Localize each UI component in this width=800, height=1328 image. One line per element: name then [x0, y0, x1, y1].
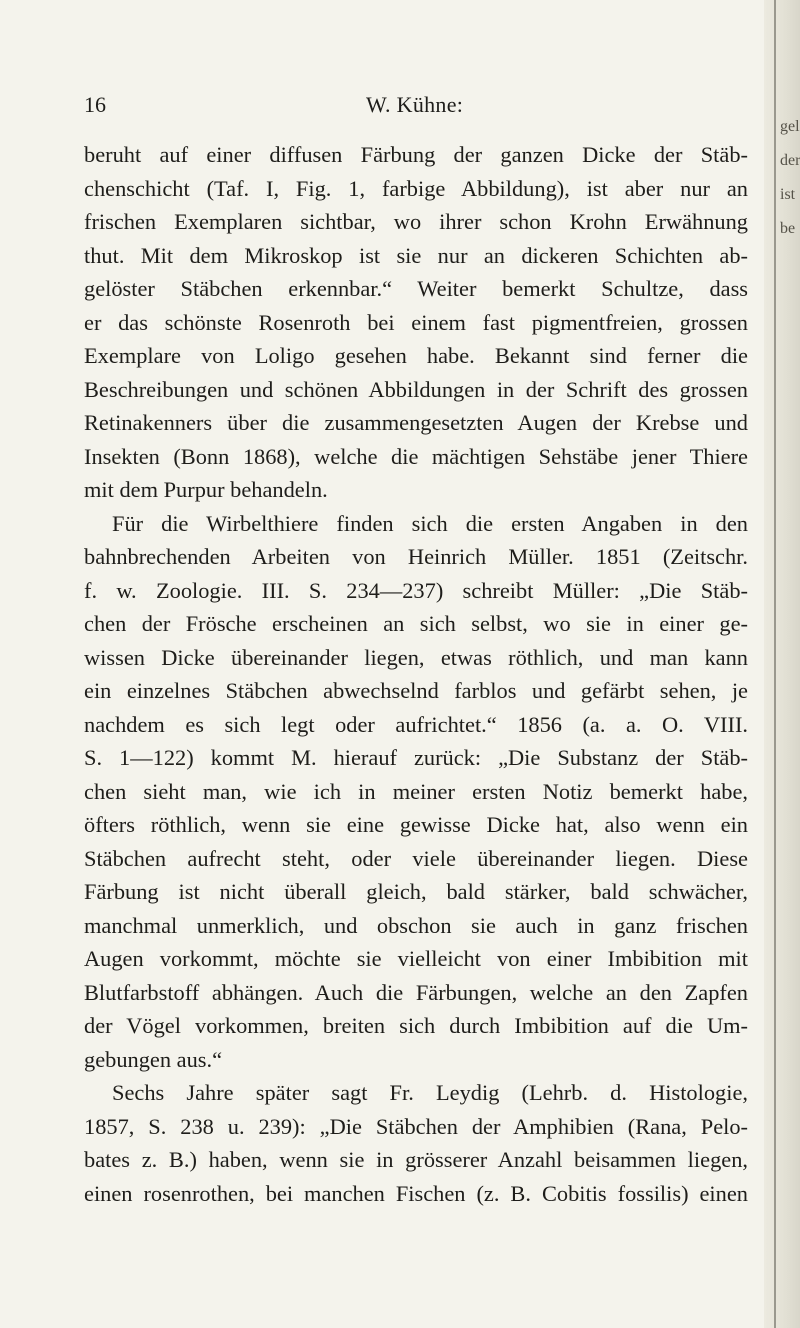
text-line: nachdem es sich legt oder aufrichtet.“ 1856 (a. a. O. VIII. — [84, 711, 748, 737]
adjacent-page-fragments — [780, 110, 800, 246]
text-line: bahnbrechenden Arbeiten von Heinrich Müller. 1851 (Zeitschr. — [84, 544, 748, 569]
running-head: W. Kühne: — [366, 92, 464, 117]
page-header — [0, 92, 800, 122]
text-line: Blutfarbstoff abhängen. Auch die Färbungen, welche an den Zapfen — [84, 979, 748, 1005]
text-line: S. 1—122) kommt M. hierauf zurück: „Die Substanz der Stäb- — [84, 745, 748, 770]
page-gutter-line — [774, 0, 776, 1328]
margin-fragment: be — [780, 220, 796, 237]
text-line: manchmal unmerklich, und obschon sie auch in ganz frischen — [84, 912, 748, 938]
text-line: Retinakenners über die zusammengesetzten Augen der Krebse und — [84, 410, 748, 435]
margin-fragment: ist — [780, 186, 796, 203]
text-line: bates z. B.) haben, wenn sie in grösserer Anzahl beisammen liegen, — [84, 1147, 748, 1172]
text-line: Exemplare von Loligo gesehen habe. Bekannt sind ferner die — [84, 343, 748, 368]
text-line: f. w. Zoologie. III. S. 234—237) schreibt Müller: „Die Stäb- — [84, 577, 748, 603]
text-line: Färbung ist nicht überall gleich, bald stärker, bald schwächer, — [84, 879, 748, 904]
margin-fragment: der — [780, 152, 800, 169]
text-line: Insekten (Bonn 1868), welche die mächtigen Sehstäbe jener Thiere — [84, 443, 748, 469]
text-line: wissen Dicke übereinander liegen, etwas röthlich, und man kann — [84, 644, 748, 670]
text-line: ein einzelnes Stäbchen abwechselnd farblos und gefärbt sehen, je — [84, 678, 748, 703]
text-line: chenschicht (Taf. I, Fig. 1, farbige Abbildung), ist aber nur an — [84, 175, 748, 201]
margin-fragment: gel — [780, 118, 800, 135]
page-number: 16 — [84, 92, 106, 117]
text-line: beruht auf einer diffusen Färbung der ganzen Dicke der Stäb- — [84, 142, 748, 167]
text-line: einen rosenrothen, bei manchen Fischen (z. B. Cobitis fossilis) einen — [84, 1180, 748, 1206]
text-line: Für die Wirbelthiere finden sich die ersten Angaben in den — [112, 510, 748, 536]
body-text — [84, 138, 748, 1210]
text-line: 1857, S. 238 u. 239): „Die Stäbchen der Amphibien (Rana, Pelo- — [84, 1113, 748, 1139]
text-line: Augen vorkommt, möchte sie vielleicht von einer Imbibition mit — [84, 946, 748, 971]
text-line: gebungen aus.“ — [84, 1046, 223, 1072]
text-line: Beschreibungen und schönen Abbildungen in der Schrift des grossen — [84, 376, 748, 402]
text-line: mit dem Purpur behandeln. — [84, 477, 328, 502]
text-line: Sechs Jahre später sagt Fr. Leydig (Lehrb. d. Histologie, — [112, 1080, 748, 1105]
text-line: der Vögel vorkommen, breiten sich durch Imbibition auf die Um- — [84, 1013, 748, 1038]
text-line: chen der Frösche erscheinen an sich selbst, wo sie in einer ge- — [84, 611, 748, 636]
text-line: öfters röthlich, wenn sie eine gewisse Dicke hat, also wenn ein — [84, 812, 748, 837]
text-line: gelöster Stäbchen erkennbar.“ Weiter bemerkt Schultze, dass — [84, 276, 748, 301]
text-line: er das schönste Rosenroth bei einem fast pigmentfreien, grossen — [84, 309, 748, 335]
text-line: chen sieht man, wie ich in meiner ersten Notiz bemerkt habe, — [84, 778, 748, 804]
text-line: frischen Exemplaren sichtbar, wo ihrer schon Krohn Erwähnung — [84, 209, 748, 234]
text-line: Stäbchen aufrecht steht, oder viele übereinander liegen. Diese — [84, 845, 748, 871]
adjacent-page-edge — [764, 0, 800, 1328]
text-line: thut. Mit dem Mikroskop ist sie nur an dickeren Schichten ab- — [84, 242, 748, 268]
